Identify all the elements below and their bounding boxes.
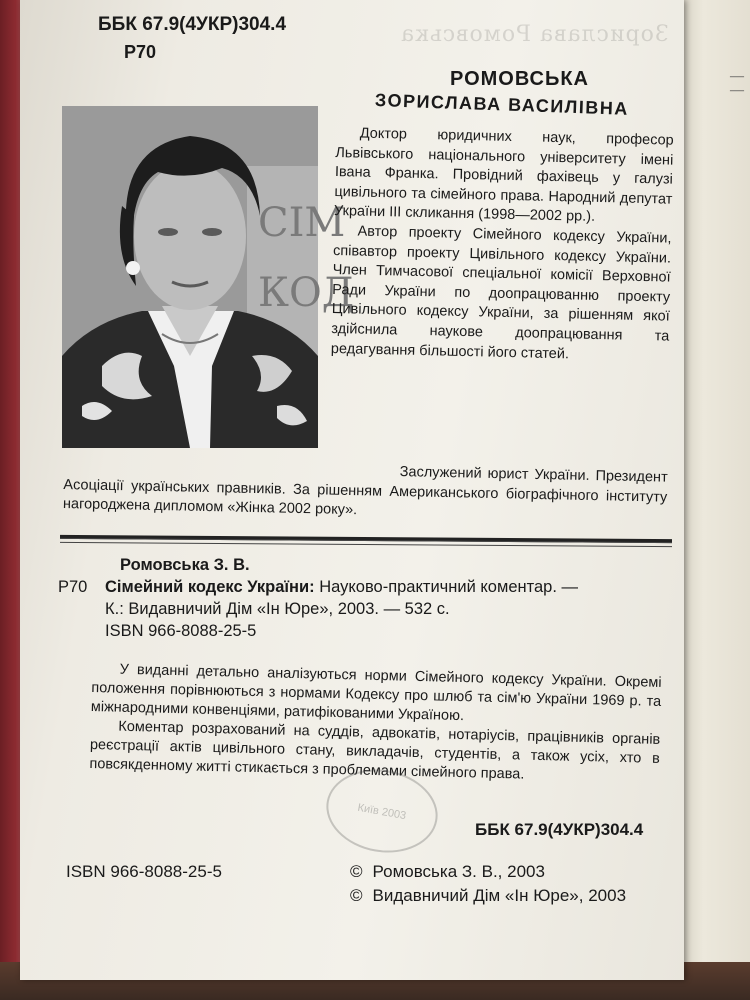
catalog-isbn-row bbox=[20, 620, 684, 642]
bleed-through-text: Зорислава Ромовська bbox=[400, 22, 669, 47]
bio-paragraph-2: Автор проекту Сімейного кодексу України, співавтор проекту Цивільного кодексу України. Член Тимчасової спеціальної комісії Верховної Ради України по доопрацюванню проекту Цивільного кодексу України, за рішенням якої здійснила наукове доопрацювання та редагування більшості його статей. bbox=[330, 223, 672, 362]
copyright-symbol-1: © bbox=[350, 862, 363, 881]
author-photo bbox=[62, 106, 355, 448]
copyright-author-text: Ромовська З. В., 2003 bbox=[372, 862, 545, 881]
catalog-isbn: ISBN 966-8088-25-5 bbox=[105, 622, 257, 640]
annotation-paragraph-1: У виданні детально аналізуються норми Сімейного кодексу України. Окремі положення порівнюються з нормами Кодексу про шлюб та сім'ю України 1969 р. та міжнародними конвенціями, ратифікованими Україною. bbox=[90, 661, 662, 725]
copyright-publisher-text: Видавничий Дім «Ін Юре», 2003 bbox=[372, 886, 627, 905]
catalog-code: Р70 bbox=[58, 578, 88, 596]
catalog-publisher: К.: Видавничий Дім «Ін Юре», 2003. — 532 с. bbox=[105, 600, 450, 618]
divider-thin bbox=[60, 542, 672, 547]
svg-text:СІМ: СІМ bbox=[258, 200, 346, 246]
isbn-bottom: ISBN 966-8088-25-5 bbox=[66, 862, 222, 881]
author-surname: РОМОВСЬКА bbox=[450, 68, 589, 90]
copyright-publisher bbox=[350, 886, 626, 906]
book-page bbox=[20, 0, 684, 980]
catalog-publisher-row bbox=[20, 598, 684, 620]
bio-paragraph-3 bbox=[63, 456, 668, 527]
svg-text:КОД: КОД bbox=[258, 270, 355, 316]
bbk-code-bottom: ББК 67.9(4УКР)304.4 bbox=[475, 820, 644, 839]
author-given-names: ЗОРИСЛАВА ВАСИЛІВНА bbox=[374, 90, 630, 119]
catalog-title bbox=[105, 576, 578, 598]
author-portrait-image bbox=[62, 106, 355, 448]
catalog-author bbox=[120, 554, 250, 576]
annotation-paragraph-2: Коментар розрахований на суддів, адвокатів, нотаріусів, працівників органів реєстрації актів цивільного стану, викладачів, студентів, а також усіх, хто в повсякденному житті стикається з проблемами сімейного права. bbox=[89, 718, 661, 783]
author-code-top: Р70 bbox=[124, 42, 157, 62]
bbk-code-top: ББК 67.9(4УКР)304.4 bbox=[98, 14, 287, 35]
catalog-author-row bbox=[20, 554, 684, 576]
author-biography bbox=[331, 124, 674, 367]
bio-paragraph-3-text: Заслужений юрист України. Президент Асоціації українських правників. За рішенням Американського біографічного інституту нагороджена дипломом «Жінка 2002 року». bbox=[62, 464, 668, 519]
background-page-mark: — — bbox=[730, 69, 744, 98]
copyright-author bbox=[350, 862, 545, 882]
bio-paragraph-1: Доктор юридичних наук, професор Львівського національного університету імені Івана Франка. Провідний фахівець у галузі цивільного та сімейного права. Народний депутат України III скликання (1998—2002 рр.). bbox=[333, 125, 674, 226]
copyright-symbol-2: © bbox=[350, 886, 363, 905]
catalog-title-row bbox=[20, 576, 684, 598]
catalog-author-name: Ромовська З. В. bbox=[120, 556, 250, 574]
stamp-text: Київ 2003 bbox=[356, 801, 407, 823]
catalog-record bbox=[20, 554, 684, 642]
catalog-title-bold: Сімейний кодекс України: bbox=[105, 578, 315, 596]
catalog-title-rest: Науково-практичний коментар. — bbox=[314, 578, 578, 596]
